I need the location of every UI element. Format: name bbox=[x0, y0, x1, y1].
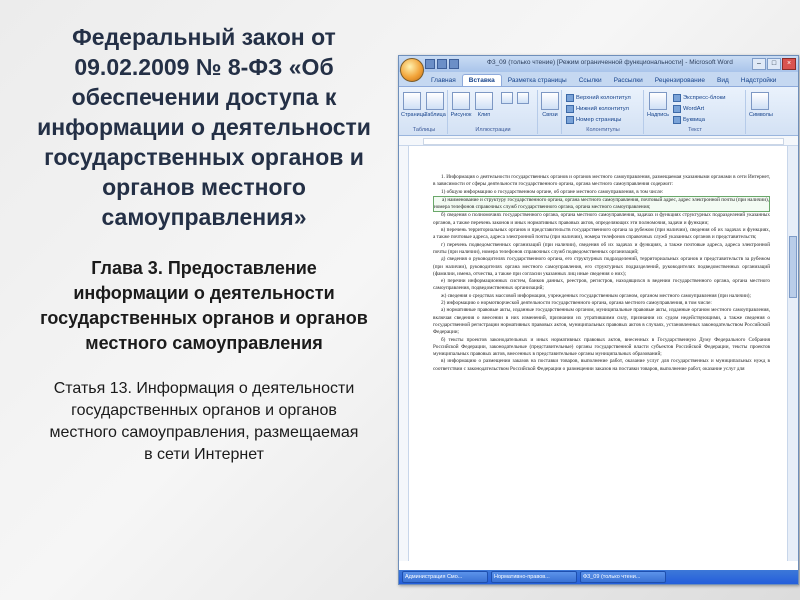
slide-title: Федеральный закон от 09.02.2009 № 8-ФЗ «Об обеспечении доступа к информации о деятельности государственных органов и органов местного самоуправления» bbox=[37, 24, 371, 230]
group-header-footer: Верхний колонтитул Нижний колонтитул Номер страницы Колонтитулы bbox=[563, 90, 644, 134]
header-icon bbox=[566, 94, 574, 102]
tab-insert[interactable]: Вставка bbox=[462, 74, 502, 86]
group-text: Надпись Экспресс-блоки WordArt Буквица Текст bbox=[645, 90, 746, 134]
page-number-button[interactable]: Номер страницы bbox=[566, 116, 621, 124]
maximize-button[interactable]: □ bbox=[767, 58, 781, 70]
table-icon bbox=[426, 92, 444, 110]
close-button[interactable]: × bbox=[782, 58, 796, 70]
chapter-heading: Глава 3. Предоставление информации о деятельности государственных органов и органов местного самоуправления bbox=[40, 258, 368, 353]
tab-addins[interactable]: Надстройки bbox=[740, 77, 777, 84]
dropcap-icon bbox=[673, 116, 681, 124]
vertical-scrollbar[interactable] bbox=[787, 146, 798, 561]
doc-paragraph: б) сведения о полномочиях государственного органа, органа местного самоуправления, задачах и функциях структурных подразделений указанных органов, а также перечень законов и иных нормативных правовых актов, определяющих эти полномочия, задачи и функции; bbox=[433, 212, 770, 226]
smartart-button[interactable] bbox=[515, 92, 531, 106]
wordart-icon bbox=[673, 105, 681, 113]
article-heading: Статья 13. Информация о деятельности государственных органов и органов местного самоуправления, размещаемая в сети Интернет bbox=[49, 380, 359, 463]
minimize-button[interactable]: – bbox=[752, 58, 766, 70]
title-bar bbox=[399, 56, 798, 72]
tab-view[interactable]: Вид bbox=[716, 77, 729, 84]
doc-paragraph: 2) информацию о нормотворческой деятельности государственного органа, органа местного самоуправления, в том числе: bbox=[441, 300, 712, 307]
wordart-button[interactable]: WordArt bbox=[673, 105, 704, 113]
doc-paragraph: в) информацию о размещении заказов на поставки товаров, выполнение работ, оказание услуг для государственных и муниципальных нужд в соответствии с законодательством Российской Федерации о размещении заказов на поставки товаров, выполнение работ, оказание услуг для bbox=[433, 358, 770, 372]
textbox-icon bbox=[649, 92, 667, 110]
header-button[interactable]: Верхний колонтитул bbox=[566, 94, 631, 102]
clipart-button[interactable]: Клип bbox=[473, 92, 495, 118]
footer-icon bbox=[566, 105, 574, 113]
pages-icon bbox=[403, 92, 421, 110]
symbols-button[interactable]: Символы bbox=[749, 92, 771, 118]
doc-paragraph: 1. Информация о деятельности государственных органов и органов местного самоуправления, размещаемая указанными органами в сети Интернет, в зависимости от сферы деятельности государственного органа, органа местного самоуправления содержит: bbox=[433, 174, 770, 188]
doc-paragraph-highlighted: а) наименование и структуру государственного органа, органа местного самоуправления, почтовый адрес, адрес электронной почты (при наличии), номера телефонов справочных служб государственного органа, органа местного самоуправления; bbox=[433, 196, 770, 213]
smartart-icon bbox=[517, 92, 529, 104]
tab-mailings[interactable]: Рассылки bbox=[613, 77, 643, 84]
doc-paragraph: д) сведения о руководителях государственного органа, его структурных подразделений, территориальных органов и представительств за рубежом (при наличии), руководителях органа местного самоуправления, его структурных подразделений, руководителях подведомственных организаций (фамилии, имена, отчества, а также при согласии указанных лиц иные сведения о них); bbox=[433, 256, 770, 277]
links-button[interactable]: Связи bbox=[539, 92, 561, 118]
shapes-icon bbox=[501, 92, 513, 104]
omega-icon bbox=[751, 92, 769, 110]
pages-button[interactable]: Страницы bbox=[401, 92, 423, 118]
footer-button[interactable]: Нижний колонтитул bbox=[566, 105, 629, 113]
slide-text-panel bbox=[18, 22, 390, 466]
doc-paragraph: ж) сведения о средствах массовой информации, учрежденных государственным органом, органом местного самоуправления (при наличии); bbox=[441, 292, 751, 299]
window-title: Ф3_09 (только чтение) [Режим ограниченной функциональности] - Microsoft Word bbox=[487, 59, 733, 66]
undo-icon[interactable] bbox=[437, 59, 447, 69]
doc-paragraph: а) нормативные правовые акты, изданные государственным органом, муниципальные правовые акты, изданные органом местного самоуправления, включая сведения о внесении в них изменений, признании их утратившими силу, признании их судом недействующими, а также сведения о государственной регистрации нормативных правовых актов, муниципальных правовых актов в случаях, установленных законодательством Российской Федерации; bbox=[433, 307, 770, 336]
scrollbar-thumb[interactable] bbox=[789, 236, 797, 298]
quick-access-toolbar bbox=[425, 59, 459, 69]
windows-taskbar bbox=[399, 570, 798, 584]
dropcap-button[interactable]: Буквица bbox=[673, 116, 705, 124]
doc-paragraph: б) тексты проектов законодательных и иных нормативных правовых актов, внесенных в Государственную Думу Федерального Собрания Российской Федерации, законодательные (представительные) органы государственной власти субъектов Российской Федерации, тексты проектов муниципальных правовых актов, внесенных в представительные органы муниципальных образований; bbox=[433, 336, 770, 358]
picture-icon bbox=[452, 92, 470, 110]
ribbon-tabs bbox=[399, 72, 798, 87]
doc-paragraph: в) перечень территориальных органов и представительств государственного органа за рубежом (при наличии), сведения об их задачах и функциях, а также почтовые адреса, адреса электронной почты (при наличии), номера телефонов справочных служб указанных органов и представительств; bbox=[433, 227, 770, 241]
ribbon bbox=[399, 87, 798, 136]
tab-home[interactable]: Главная bbox=[431, 77, 456, 84]
vertical-ruler[interactable] bbox=[399, 146, 409, 561]
doc-paragraph: е) перечни информационных систем, банков данных, реестров, регистров, находящихся в ведении государственного органа, органа местного самоуправления, подведомственных организаций; bbox=[433, 278, 770, 292]
group-illustrations: Рисунок Клип Иллюстрации bbox=[449, 90, 538, 134]
quickparts-icon bbox=[673, 94, 681, 102]
tab-references[interactable]: Ссылки bbox=[578, 77, 602, 84]
doc-paragraph: 1) общую информацию о государственном органе, об органе местного самоуправления, в том числе: bbox=[441, 188, 664, 195]
clipart-icon bbox=[475, 92, 493, 110]
horizontal-ruler[interactable] bbox=[399, 136, 798, 146]
document-page[interactable] bbox=[419, 146, 780, 561]
taskbar-item[interactable]: Нормативно-правов... bbox=[491, 571, 577, 583]
group-links bbox=[539, 90, 562, 134]
redo-icon[interactable] bbox=[449, 59, 459, 69]
group-tables: Страницы Таблица Таблицы bbox=[401, 90, 448, 134]
word-window-screenshot bbox=[398, 55, 799, 585]
document-area bbox=[399, 146, 798, 561]
quickparts-button[interactable]: Экспресс-блоки bbox=[673, 94, 726, 102]
taskbar-item[interactable]: Администрация Смо... bbox=[402, 571, 488, 583]
tab-review[interactable]: Рецензирование bbox=[654, 77, 705, 84]
window-controls bbox=[752, 58, 796, 70]
doc-paragraph: г) перечень подведомственных организаций (при наличии), сведения об их задачах и функциях, а также почтовые адреса, адреса электронной почты (при наличии), номера телефонов справочных служб подведомственных организаций; bbox=[433, 241, 770, 255]
page-number-icon bbox=[566, 116, 574, 124]
group-symbols bbox=[747, 90, 775, 134]
taskbar-item[interactable]: Ф3_09 (только чтени... bbox=[580, 571, 666, 583]
table-button[interactable]: Таблица bbox=[424, 92, 446, 118]
shapes-button[interactable] bbox=[499, 92, 515, 106]
links-icon bbox=[541, 92, 559, 110]
office-button-icon[interactable] bbox=[400, 58, 424, 82]
tab-page-layout[interactable]: Разметка страницы bbox=[507, 77, 567, 84]
save-icon[interactable] bbox=[425, 59, 435, 69]
picture-button[interactable]: Рисунок bbox=[450, 92, 472, 118]
textbox-button[interactable]: Надпись bbox=[647, 92, 669, 118]
